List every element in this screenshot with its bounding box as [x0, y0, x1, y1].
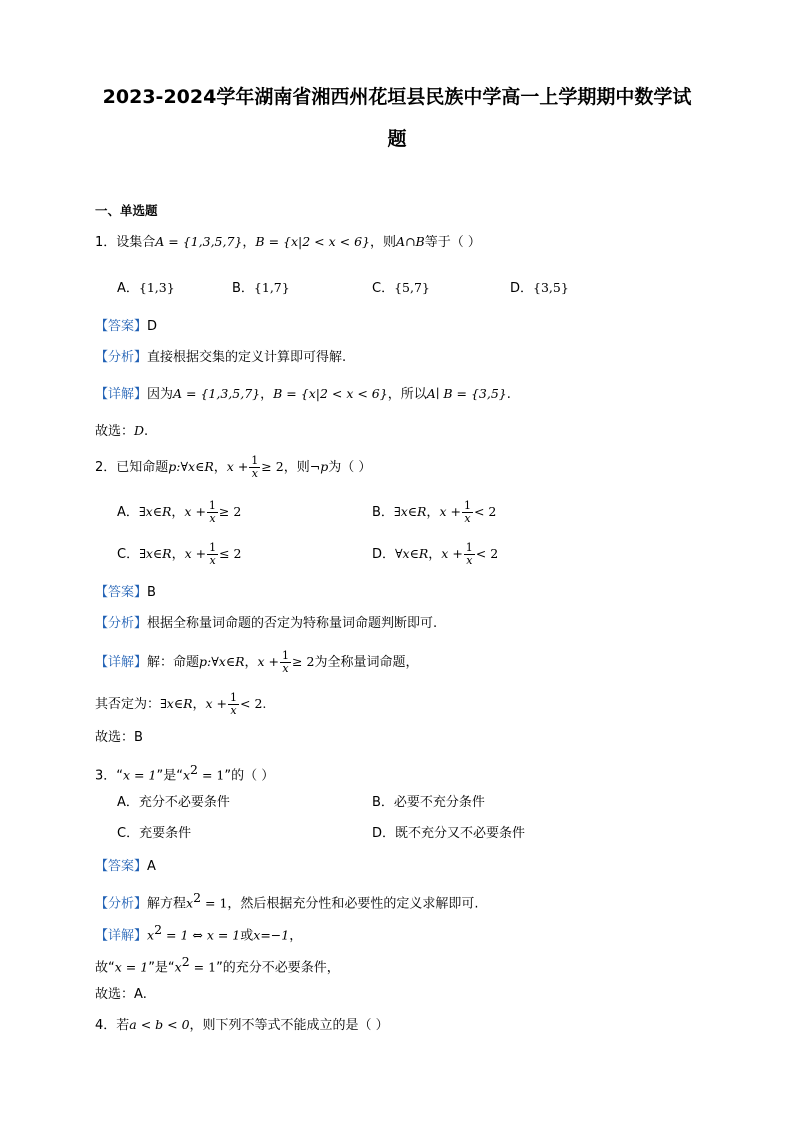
- question-3-option-d: D．既不充分又不必要条件: [372, 826, 526, 841]
- question-1-option-a: A．{1,3}: [117, 280, 175, 296]
- question-1-option-b: B．{1,7}: [232, 280, 290, 296]
- question-3-detail: 【详解】$x^2 = 1$ ⇔ x = 1或x=−1，: [95, 922, 303, 944]
- question-2-negation: 其否定为：∃x∈R，x + $\frac{1}{x}$ < 2.: [95, 691, 267, 717]
- question-2-analysis: 【分析】根据全称量词命题的否定为特称量词命题判断即可.: [95, 616, 438, 631]
- question-3-choice: 故选：A.: [95, 987, 147, 1002]
- question-1-option-c: C．{5,7}: [372, 280, 430, 296]
- section-heading: 一、单选题: [95, 203, 158, 218]
- question-1-detail: 【详解】因为A = {1,3,5,7}，B = {x|2 < x < 6}，所以A∣ B = {3,5}.: [95, 386, 511, 402]
- question-3-option-b: B．必要不充分条件: [372, 795, 485, 810]
- question-2-stem: 2．已知命题p:∀x∈R，x + $\frac{1}{x}$ ≥ 2，则¬p为（ ）: [95, 454, 372, 480]
- question-2-detail: 【详解】解：命题p:∀x∈R，x + $\frac{1}{x}$ ≥ 2为全称量词命题，: [95, 649, 419, 675]
- question-3-option-c: C．充要条件: [117, 826, 192, 841]
- question-4-stem: 4．若a < b < 0，则下列不等式不能成立的是（ ）: [95, 1017, 389, 1033]
- question-2-option-d: D．∀x∈R，x + $\frac{1}{x}$ < 2: [372, 541, 499, 567]
- question-2-option-a: A．∃x∈R，x + $\frac{1}{x}$ ≥ 2: [117, 499, 242, 525]
- question-1-choice: 故选：D.: [95, 423, 149, 439]
- question-3-conclusion: 故“x = 1”是“$x^2 = 1$”的充分不必要条件，: [95, 954, 340, 976]
- page-title-line2: 题: [387, 128, 407, 150]
- question-2-choice: 故选：B: [95, 730, 143, 745]
- page-title-line1: 2023-2024学年湖南省湘西州花垣县民族中学高一上学期期中数学试: [102, 86, 692, 108]
- question-2-option-b: B．∃x∈R，x + $\frac{1}{x}$ < 2: [372, 499, 497, 525]
- question-1-answer: 【答案】D: [95, 319, 158, 334]
- question-3-analysis: 【分析】解方程$x^2 = 1$，然后根据充分性和必要性的定义求解即可.: [95, 890, 479, 912]
- question-1-stem: 1．设集合A = {1,3,5,7}，B = {x|2 < x < 6}，则A∩B等于（ ）: [95, 234, 481, 250]
- question-3-option-a: A．充分不必要条件: [117, 795, 230, 810]
- question-2-option-c: C．∃x∈R，x + $\frac{1}{x}$ ≤ 2: [117, 541, 242, 567]
- question-1-option-d: D．{3,5}: [510, 280, 569, 296]
- question-1-analysis: 【分析】直接根据交集的定义计算即可得解.: [95, 350, 347, 365]
- question-3-answer: 【答案】A: [95, 859, 156, 874]
- question-3-stem: 3．“x = 1”是“$x^2 = 1$”的（ ）: [95, 762, 275, 784]
- question-2-answer: 【答案】B: [95, 585, 156, 600]
